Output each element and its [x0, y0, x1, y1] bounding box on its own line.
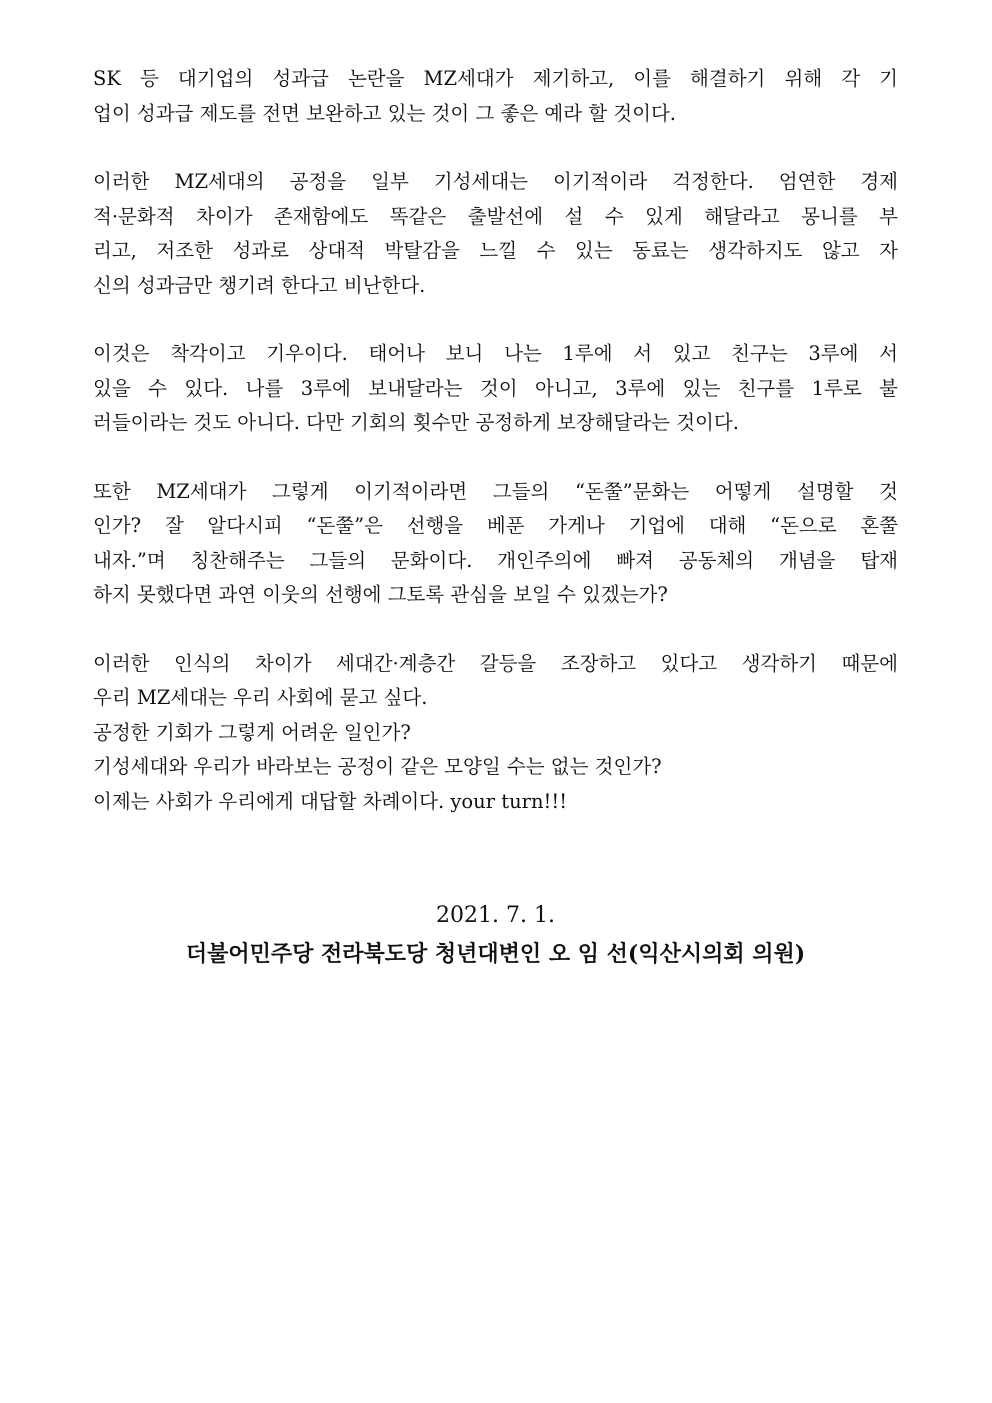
- text-line: 이제는 사회가 우리에게 대답할 차례이다. your turn!!!: [93, 789, 568, 813]
- text-line: 우리 MZ세대는 우리 사회에 묻고 싶다.: [93, 686, 428, 709]
- text-line: 내자.”며 칭찬해주는 그들의 문화이다. 개인주의에 빠져 공동체의 개념을 탑재: [93, 548, 898, 572]
- text-line: 또한 MZ세대가 그렇게 이기적이라면 그들의 “돈쭐”문화는 어떻게 설명할 것: [93, 479, 898, 503]
- text-line: 이것은 착각이고 기우이다. 태어나 보니 나는 1루에 서 있고 친구는 3루에 서: [93, 342, 898, 365]
- closing-block: [93, 898, 898, 974]
- text-line: 인가? 잘 알다시피 “돈쭐”은 선행을 베푼 가게나 기업에 대해 “돈으로 혼쭐: [93, 514, 898, 537]
- text-line: 기성세대와 우리가 바라보는 공정이 같은 모양일 수는 없는 것인가?: [93, 755, 662, 778]
- text-line: 이러한 인식의 차이가 세대간·계층간 갈등을 조장하고 있다고 생각하기 때문에: [93, 651, 898, 675]
- paragraph-1: [93, 62, 898, 131]
- text-line: 적·문화적 차이가 존재함에도 똑같은 출발선에 설 수 있게 해달라고 몽니를 부: [93, 204, 898, 228]
- text-line: 신의 성과금만 챙기려 한다고 비난한다.: [93, 273, 426, 297]
- signature-line: 더불어민주당 전라북도당 청년대변인 오 임 선(익산시의회 의원): [185, 941, 806, 967]
- paragraph-4: [93, 475, 898, 613]
- paragraph-3: [93, 337, 898, 441]
- text-line: 공정한 기회가 그렇게 어려운 일인가?: [93, 720, 411, 744]
- text-line: 하지 못했다면 과연 이웃의 선행에 그토록 관심을 보일 수 있겠는가?: [93, 583, 668, 606]
- text-line: 업이 성과급 제도를 전면 보완하고 있는 것이 그 좋은 예라 할 것이다.: [93, 101, 676, 125]
- text-line: 리고, 저조한 성과로 상대적 박탈감을 느낄 수 있는 동료는 생각하지도 않고 자: [93, 239, 898, 262]
- text-line: 있을 수 있다. 나를 3루에 보내달라는 것이 아니고, 3루에 있는 친구를 1루로 불: [93, 376, 898, 400]
- statement-body: [93, 62, 898, 853]
- statement-date: 2021. 7. 1.: [436, 903, 555, 928]
- paragraph-2: [93, 165, 898, 303]
- text-line: 러들이라는 것도 아니다. 다만 기회의 횟수만 공정하게 보장해달라는 것이다.: [93, 411, 739, 434]
- text-line: SK 등 대기업의 성과급 논란을 MZ세대가 제기하고, 이를 해결하기 위해 각 기: [93, 67, 898, 90]
- text-line: 이러한 MZ세대의 공정을 일부 기성세대는 이기적이라 걱정한다. 엄연한 경제: [93, 170, 898, 193]
- paragraph-5: [93, 647, 898, 820]
